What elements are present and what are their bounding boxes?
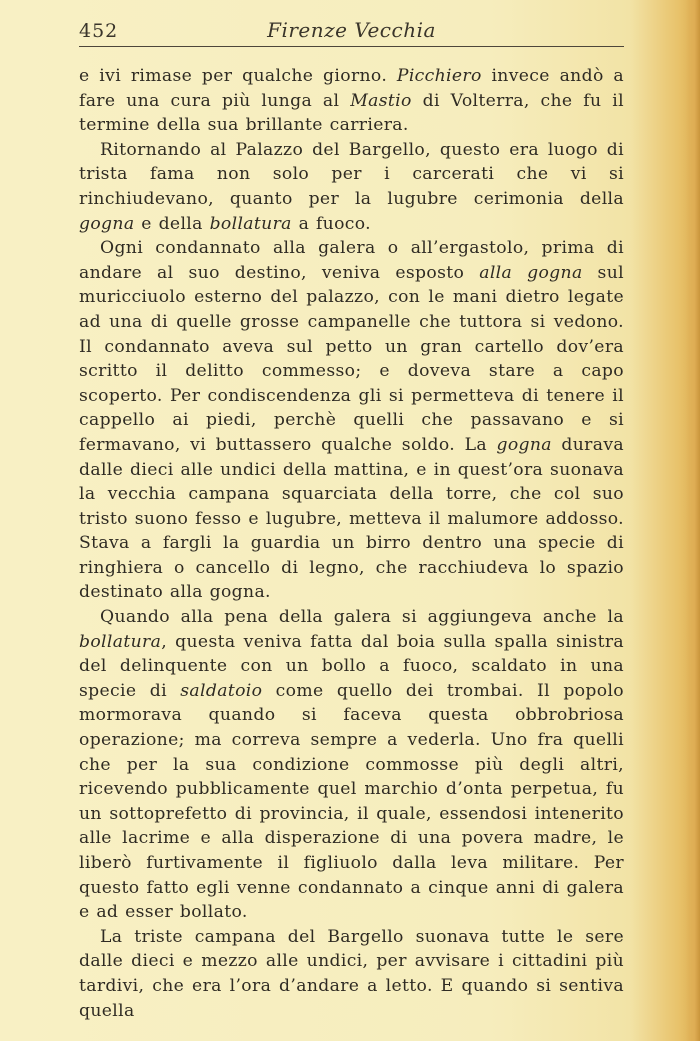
running-title: Firenze Vecchia	[267, 18, 436, 42]
italic-term: gogna	[496, 434, 552, 455]
text-span: durava dalle dieci alle undici della mattina, e in quest’ora suonava la vecchia campana squarciata della torre, che col suo tristo suono fesso e lugubre, metteva il malumore addosso. Stava a fargli la guardia un birro dentro una specie di ringhiera o cancello di legno, che racchiudeva lo spazio destinato alla gogna.	[79, 434, 625, 603]
text-span: sul muricciuolo esterno del palazzo, con le mani dietro legate ad una di quelle grosse campanelle che tuttora si vedono. Il condannato aveva sul petto un gran cartello dov’era scritto il delitto commesso; e doveva stare a capo scoperto. Per condiscendenza gli si permetteva di tenere il cappello ai piedi, perchè quelli che passavano e si fermavano, vi buttassero qualche soldo. La	[79, 262, 624, 455]
text-span: Quando alla pena della galera si aggiungeva anche la	[100, 607, 624, 628]
page-edge	[686, 0, 700, 1041]
body-text	[79, 64, 624, 1023]
text-span: La triste campana del Bargello suonava tutte le sere dalle dieci e mezzo alle undici, per avvisare i cittadini più tardivi, che era l’ora d’andare a letto. E quando si sentiva quella	[79, 926, 624, 1021]
text-span: di Volterra, che fu il termine della sua brillante carriera.	[79, 90, 624, 136]
header-rule	[79, 46, 624, 47]
text-span: e della	[134, 213, 210, 234]
text-span: Ritornando al Palazzo del Bargello, questo era luogo di trista fama non solo per i carcerati che vi si rinchiudevano, quanto per la lugubre cerimonia della	[79, 139, 624, 209]
italic-term: Picchiero	[396, 66, 482, 86]
italic-term: gogna	[79, 213, 135, 234]
italic-term: bollatura	[209, 213, 292, 234]
text-span: a fuoco.	[291, 213, 371, 234]
text-span: invece andò a fare una cura più lunga al	[79, 66, 625, 111]
paragraph	[79, 605, 624, 925]
page-number: 452	[79, 20, 119, 42]
text-span: Ogni condannato alla galera o all’ergastolo, prima di andare al suo destino, veniva esposto	[79, 238, 624, 283]
text-span: come quello dei trombai. Il popolo mormorava quando si faceva questa obbrobriosa operazione; ma correva sempre a vederla. Uno fra quelli che per la sua condizione commosse più degli altri, ricevendo pubblicamente quel marchio d’onta perpetua, fu un sottoprefetto di provincia, il quale, essendosi intenerito alle lacrime e alla disperazione di una povera madre, le liberò furtivamente il figliuolo dalla leva militare. Per questo fatto egli venne condannato a cinque anni di galera e ad esser bollato.	[79, 680, 624, 923]
text-span: e ivi rimase per qualche giorno.	[79, 66, 397, 86]
paragraph	[79, 925, 624, 1023]
page-header	[79, 18, 624, 48]
paragraph	[79, 64, 624, 138]
paragraph	[79, 236, 624, 605]
italic-term: bollatura	[79, 631, 162, 652]
paragraph	[79, 138, 624, 236]
italic-term: Mastio	[350, 90, 412, 111]
italic-term: alla gogna	[479, 262, 583, 283]
text-span: , questa veniva fatta dal boia sulla spalla sinistra del delinquente con un bollo a fuoco, scaldato in una specie di	[79, 631, 624, 701]
italic-term: saldatoio	[180, 680, 263, 701]
